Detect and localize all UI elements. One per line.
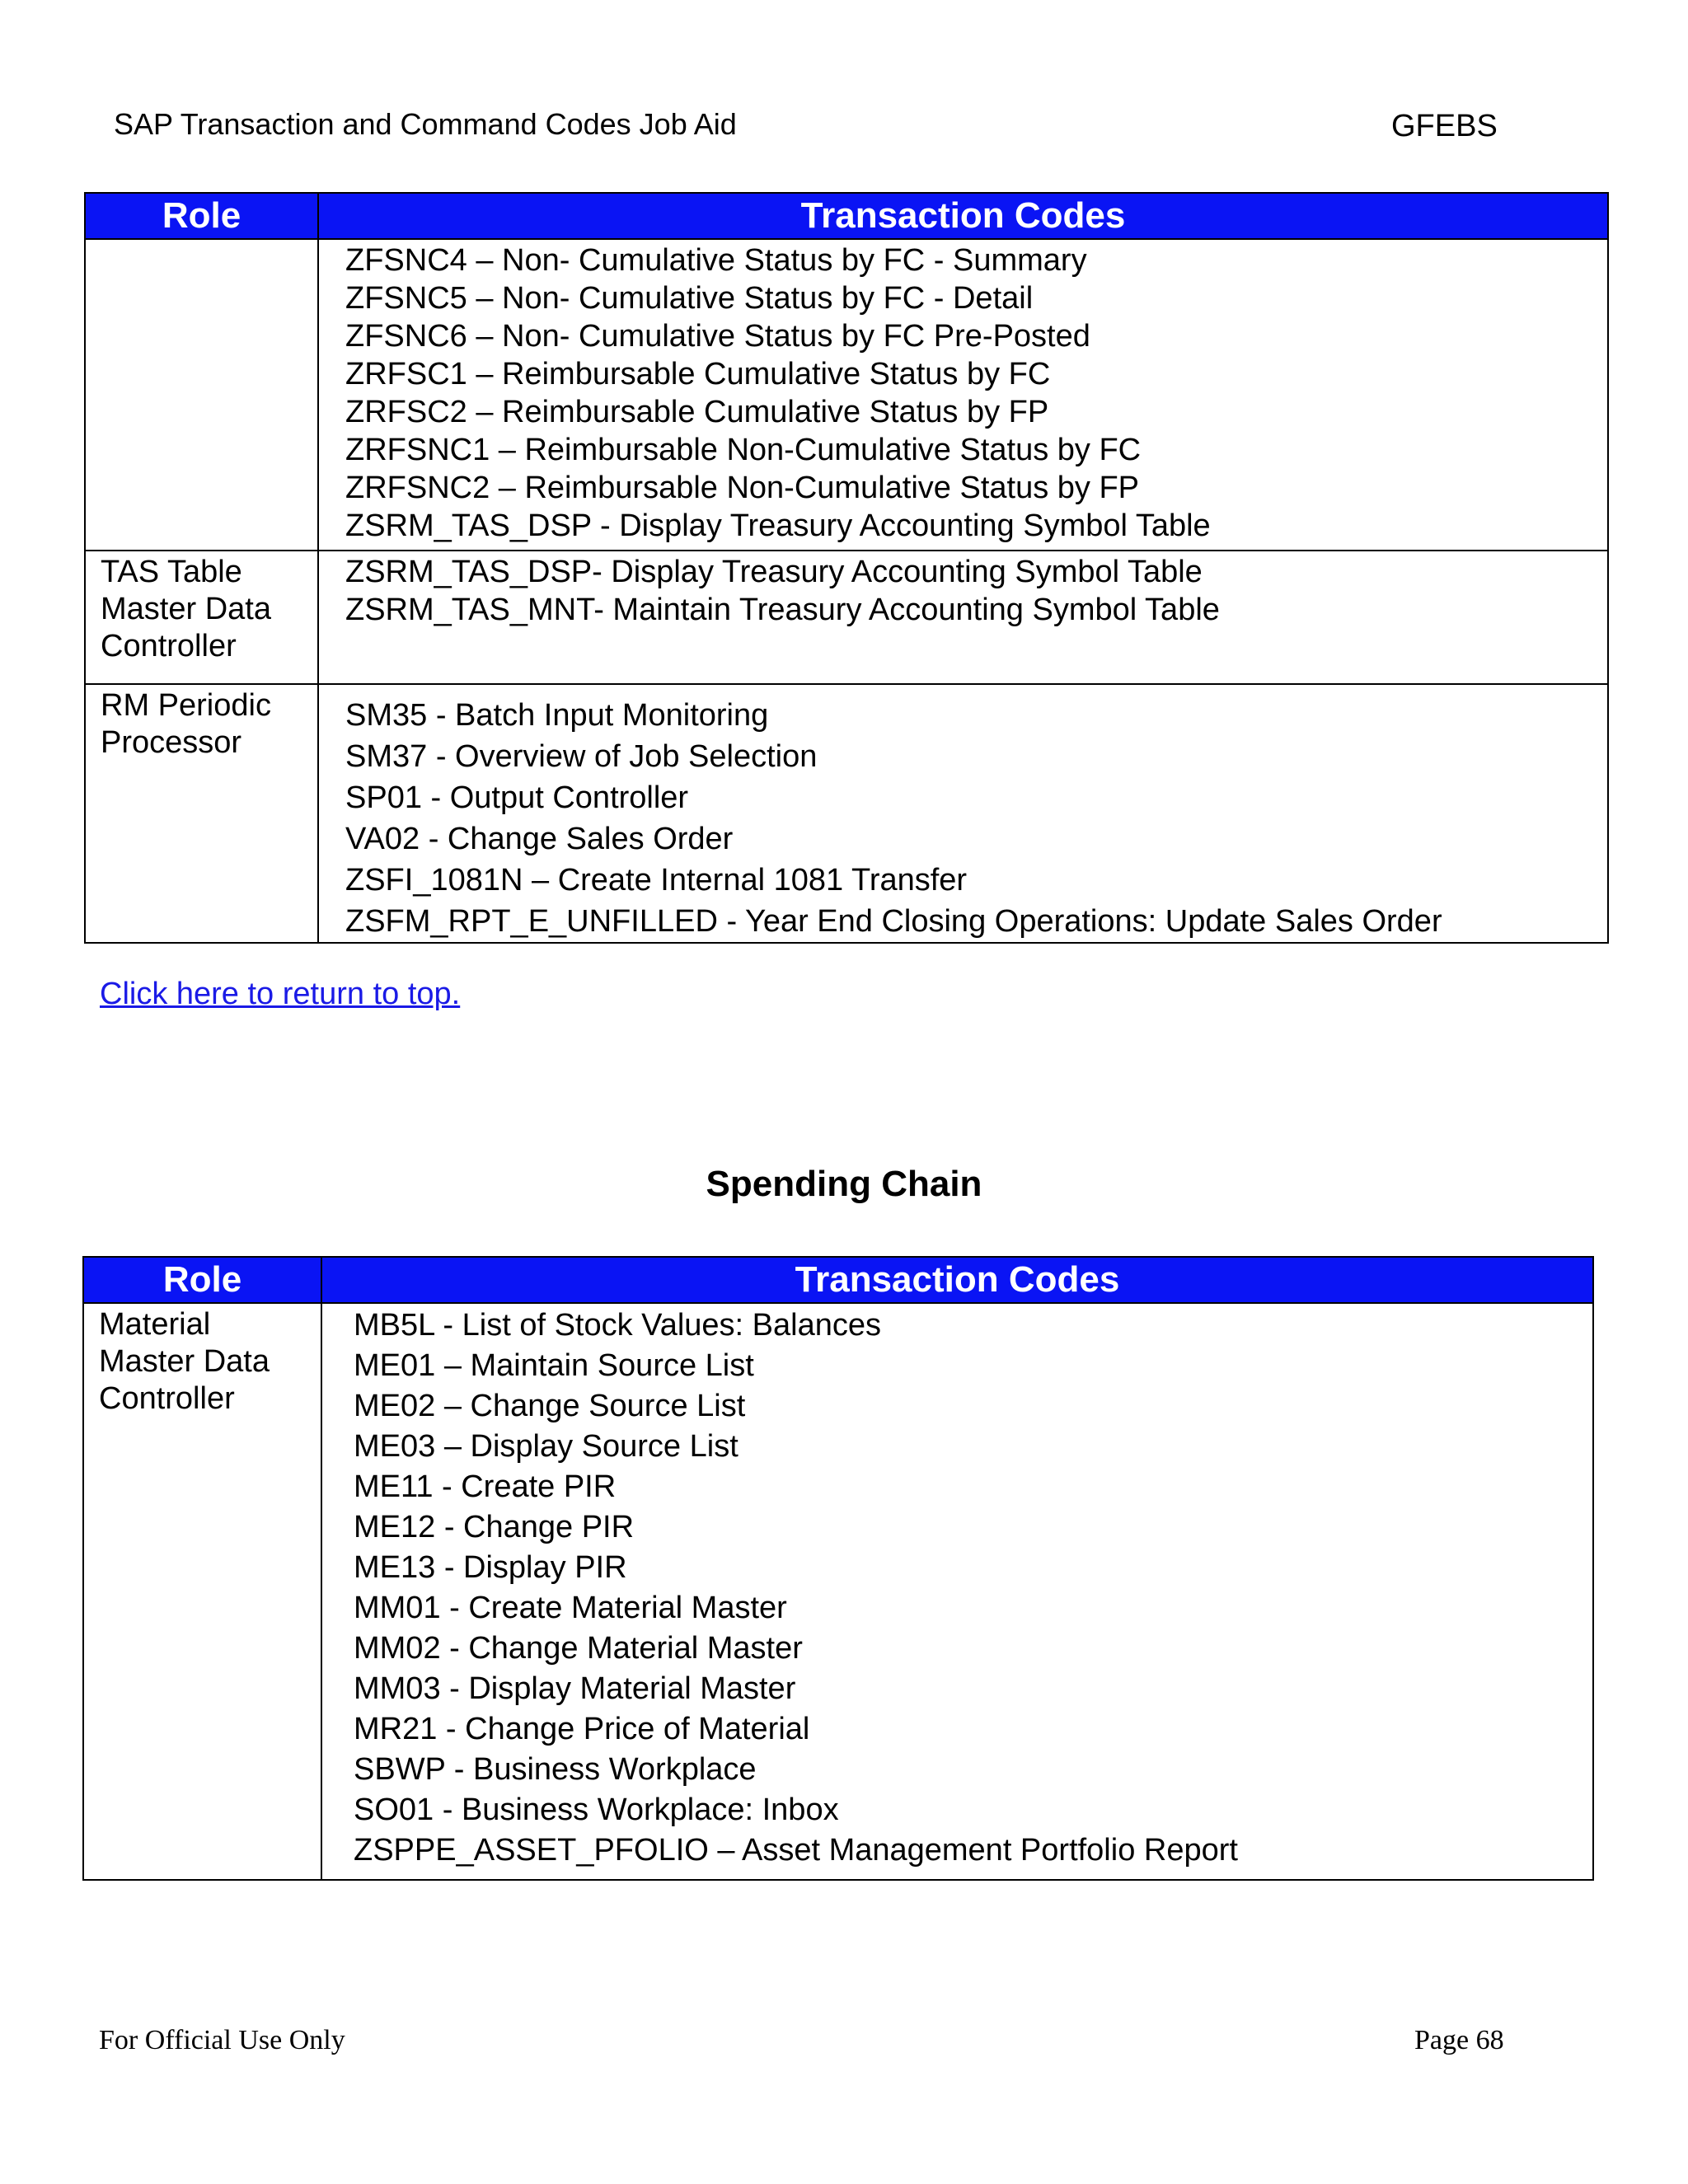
- return-to-top-link[interactable]: Click here to return to top.: [100, 977, 461, 1011]
- role-cell: Material Master Data Controller: [83, 1303, 321, 1880]
- code-line: ME13 - Display PIR: [354, 1550, 627, 1585]
- document-title: SAP Transaction and Command Codes Job Aid: [114, 107, 737, 141]
- code-line: ZRFSC2 – Reimbursable Cumulative Status by FP: [345, 395, 1049, 429]
- codes-cell: [321, 1303, 1593, 1880]
- code-line: ME11 - Create PIR: [354, 1469, 617, 1504]
- code-line: ZRFSNC1 – Reimbursable Non-Cumulative Status by FC: [345, 433, 1142, 467]
- code-line: ME12 - Change PIR: [354, 1510, 635, 1544]
- codes-cell: [318, 239, 1608, 551]
- code-line: VA02 - Change Sales Order: [345, 822, 734, 856]
- system-name: GFEBS: [1391, 109, 1498, 143]
- code-line: MM02 - Change Material Master: [354, 1631, 803, 1666]
- table-row: [85, 684, 1608, 943]
- role-cell: RM Periodic Processor: [85, 684, 318, 943]
- code-line: SM37 - Overview of Job Selection: [345, 739, 818, 774]
- code-line: SBWP - Business Workplace: [354, 1752, 757, 1787]
- code-line: ZSRM_TAS_DSP- Display Treasury Accounting Symbol Table: [345, 555, 1203, 589]
- code-line: ZSPPE_ASSET_PFOLIO – Asset Management Portfolio Report: [354, 1833, 1238, 1868]
- code-line: SO01 - Business Workplace: Inbox: [354, 1793, 839, 1827]
- code-line: MR21 - Change Price of Material: [354, 1712, 810, 1746]
- code-line: SM35 - Batch Input Monitoring: [345, 698, 769, 733]
- table-row: [85, 551, 1608, 684]
- code-line: MM03 - Display Material Master: [354, 1671, 796, 1706]
- table-row: [85, 239, 1608, 551]
- transaction-codes-table-2: [82, 1256, 1594, 1881]
- code-line: ZSFI_1081N – Create Internal 1081 Transfer: [345, 863, 968, 898]
- column-header-role: Role: [85, 193, 318, 239]
- codes-cell: [318, 551, 1608, 684]
- code-line: MB5L - List of Stock Values: Balances: [354, 1308, 881, 1343]
- column-header-transaction-codes: Transaction Codes: [318, 193, 1608, 239]
- code-line: ME01 – Maintain Source List: [354, 1348, 754, 1383]
- code-line: ZFSNC4 – Non- Cumulative Status by FC - Summary: [345, 243, 1087, 278]
- code-line: ZFSNC5 – Non- Cumulative Status by FC - Detail: [345, 281, 1034, 316]
- role-cell: [85, 239, 318, 551]
- code-line: ZRFSC1 – Reimbursable Cumulative Status by FC: [345, 357, 1051, 391]
- page-number: Page 68: [1414, 2025, 1504, 2055]
- code-line: ZFSNC6 – Non- Cumulative Status by FC Pre-Posted: [345, 319, 1090, 354]
- code-line: ZSFM_RPT_E_UNFILLED - Year End Closing Operations: Update Sales Order: [345, 904, 1442, 939]
- code-line: ZSRM_TAS_MNT- Maintain Treasury Accounting Symbol Table: [345, 593, 1220, 627]
- table-row: [83, 1303, 1593, 1880]
- footer-classification: For Official Use Only: [99, 2025, 345, 2055]
- code-line: ZRFSNC2 – Reimbursable Non-Cumulative Status by FP: [345, 471, 1140, 505]
- section-title: Spending Chain: [706, 1164, 982, 1204]
- table-header-row: [83, 1257, 1593, 1303]
- codes-cell: [318, 684, 1608, 943]
- role-cell: TAS Table Master Data Controller: [85, 551, 318, 684]
- code-line: ME02 – Change Source List: [354, 1389, 746, 1423]
- code-line: ZSRM_TAS_DSP - Display Treasury Accounting Symbol Table: [345, 509, 1211, 543]
- column-header-role: Role: [83, 1257, 321, 1303]
- code-line: SP01 - Output Controller: [345, 780, 689, 815]
- table-header-row: [85, 193, 1608, 239]
- code-line: ME03 – Display Source List: [354, 1429, 738, 1464]
- transaction-codes-table-1: [84, 192, 1609, 944]
- code-line: MM01 - Create Material Master: [354, 1591, 787, 1625]
- column-header-transaction-codes: Transaction Codes: [321, 1257, 1593, 1303]
